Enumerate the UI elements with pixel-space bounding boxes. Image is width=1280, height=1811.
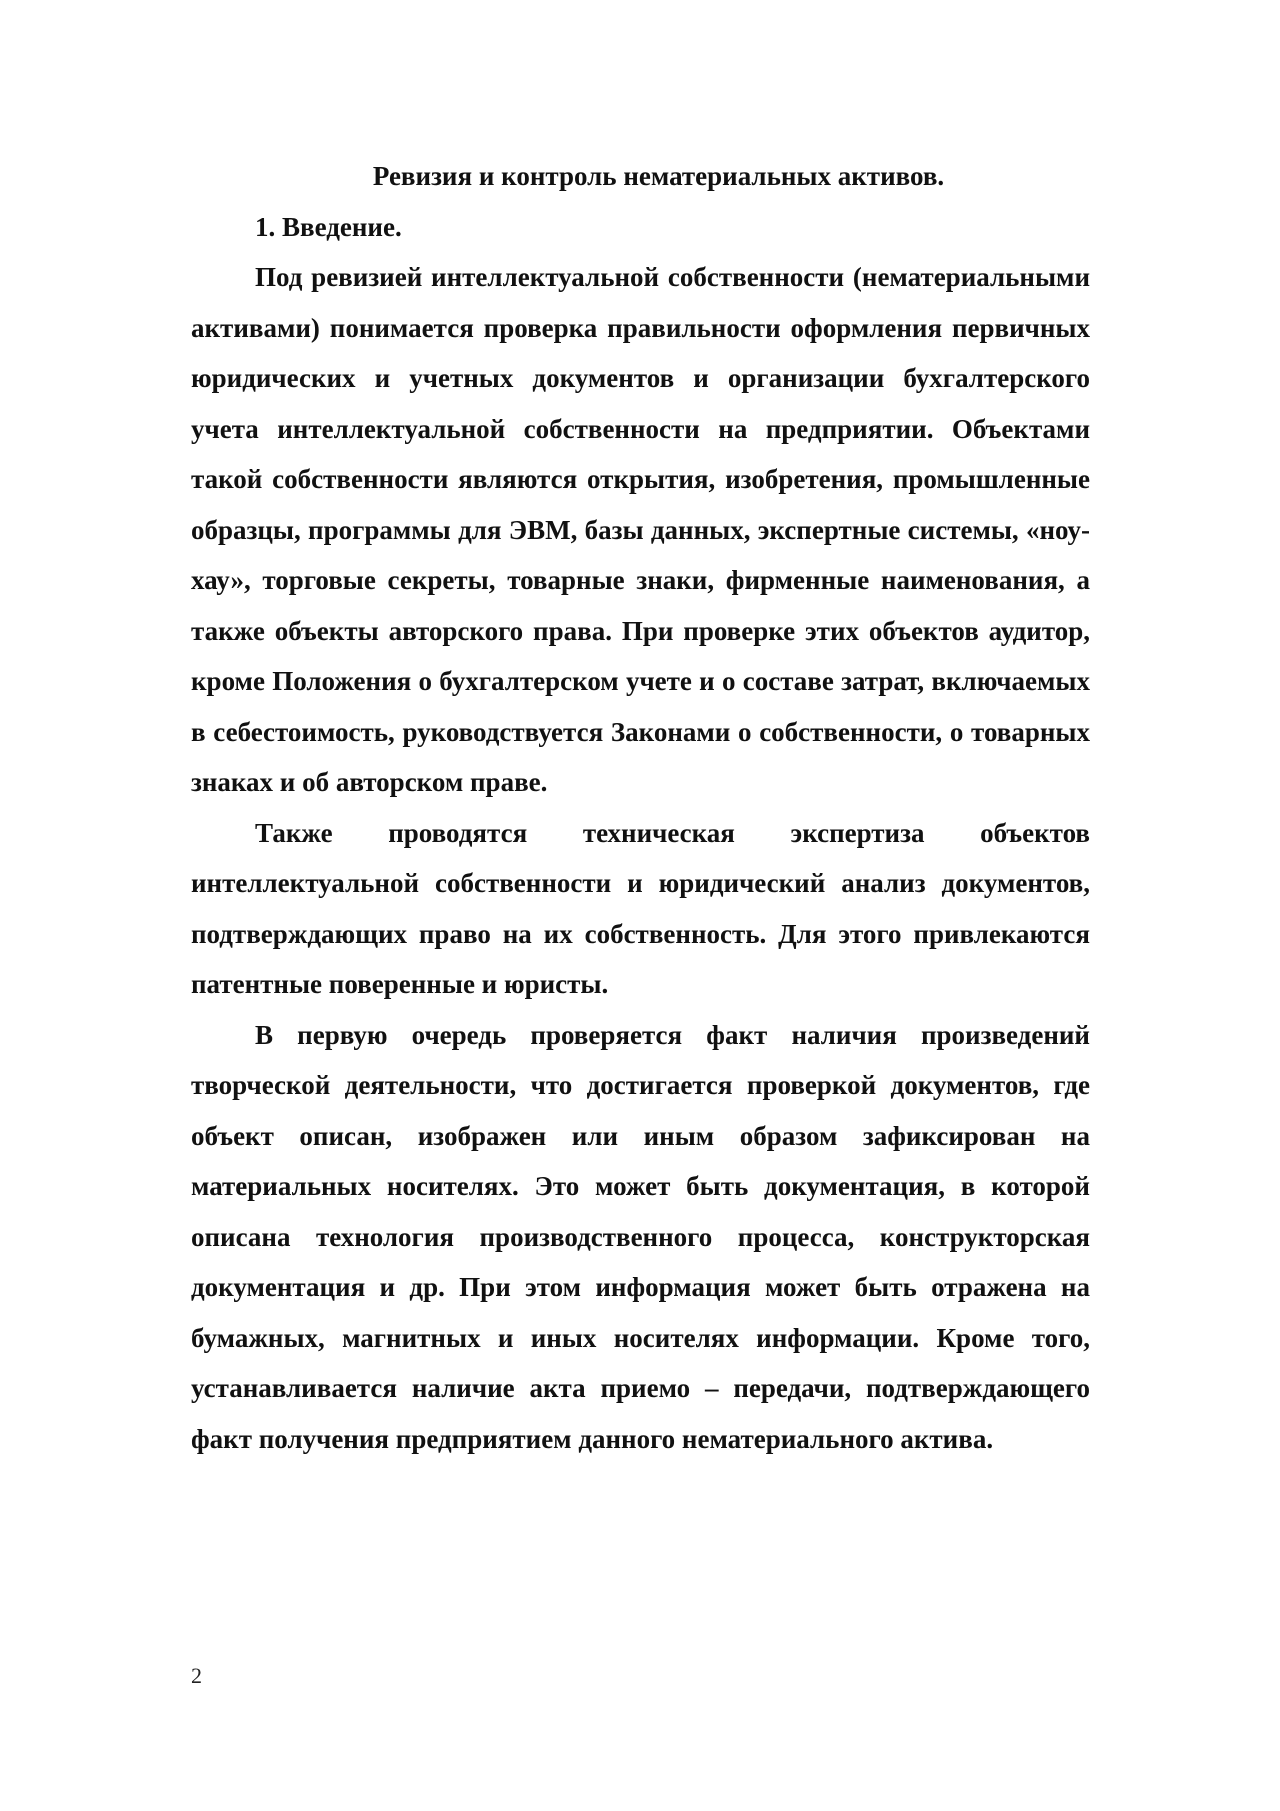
page-number: 2 bbox=[191, 1663, 202, 1688]
paragraph-1: Под ревизией интеллектуальной собственности (нематериальными активами) понимается проверка правильности оформления первичных юридических и учетных документов и организации бухгалтерского учета интеллектуальной собственности на предприятии. Объектами такой собственности являются открытия, изобретения, промышленные образцы, программы для ЭВМ, базы данных, экспертные системы, «ноу-хау», торговые секреты, товарные знаки, фирменные наименования, а также объекты авторского права. При проверке этих объектов аудитор, кроме Положения о бухгалтерском учете и о составе затрат, включаемых в себестоимость, руководствуется Законами о собственности, о товарных знаках и об авторском праве. bbox=[191, 262, 1090, 797]
paragraph-3: В первую очередь проверяется факт наличия произведений творческой деятельности, что достигается проверкой документов, где объект описан, изображен или иным образом зафиксирован на материальных носителях. Это может быть документация, в которой описана технология производственного процесса, конструкторская документация и др. При этом информация может быть отражена на бумажных, магнитных и иных носителях информации. Кроме того, устанавливается наличие акта приемо – передачи, подтверждающего факт получения предприятием данного нематериального актива. bbox=[191, 1019, 1090, 1454]
document-title: Ревизия и контроль нематериальных активов. bbox=[372, 161, 945, 191]
section-heading: 1. Введение. bbox=[255, 211, 402, 242]
document-body bbox=[191, 151, 1090, 1464]
paragraph-2: Также проводятся техническая экспертиза объектов интеллектуальной собственности и юридический анализ документов, подтверждающих право на их собственность. Для этого привлекаются патентные поверенные и юристы. bbox=[191, 817, 1090, 999]
